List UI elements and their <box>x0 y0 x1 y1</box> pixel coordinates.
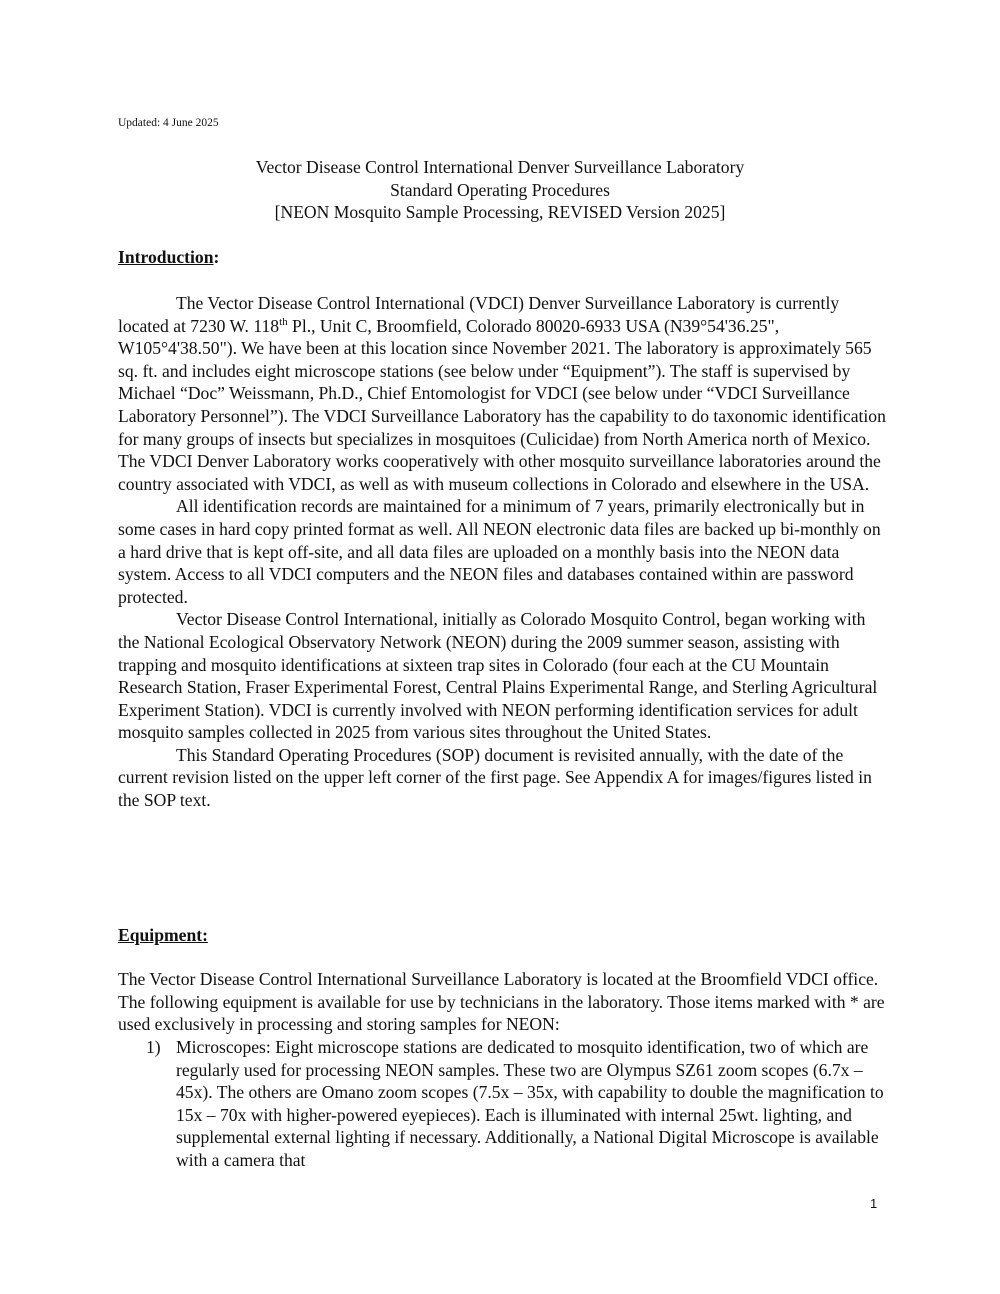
intro-p1-text-b: Pl., Unit C, Broomfield, Colorado 80020-6933 USA (N39°54'36.25", W105°4'38.50"). We have been at this location since November 2021. The laboratory is approximately 565 sq. ft. and includes eight microscope stations (see below under “Equipment”). The staff is supervised by Michael “Doc” Weissmann, Ph.D., Chief Entomologist for VDCI (see below under “VDCI Surveillance Laboratory Personnel”). The VDCI Surveillance Laboratory has the capability to do taxonomic identification for many groups of insects but specializes in mosquitoes (Culicidae) from North America north of Mexico. The VDCI Denver Laboratory works cooperatively with other mosquito surveillance laboratories around the country associated with VDCI, as well as with museum collections in Colorado and elsewhere in the USA. <box>118 315 886 494</box>
intro-paragraph-4: This Standard Operating Procedures (SOP) document is revisited annually, with the date of the current revision listed on the upper left corner of the first page. See Appendix A for images/figures listed in the SOP text. <box>118 744 872 811</box>
list-item-text: Microscopes: Eight microscope stations are dedicated to mosquito identification, two of which are regularly used for processing NEON samples. These two are Olympus SZ61 zoom scopes (6.7x – 45x). The others are Omano zoom scopes (7.5x – 35x, with capability to double the magnification to 15x – 70x with higher-powered eyepieces). Each is illuminated with internal 25wt. lighting, and supplemental external lighting if necessary. Additionally, a National Digital Microscope is available with a camera that <box>176 1037 884 1170</box>
equipment-heading <box>118 924 208 947</box>
introduction-heading-colon: : <box>213 247 220 267</box>
title-line-2: Standard Operating Procedures <box>390 179 610 200</box>
intro-paragraph-1 <box>118 292 888 495</box>
title-line-3: [NEON Mosquito Sample Processing, REVISED Version 2025] <box>274 202 726 223</box>
title-line-1: Vector Disease Control International Denver Surveillance Laboratory <box>255 157 745 177</box>
intro-paragraph-2: All identification records are maintained for a minimum of 7 years, primarily electronically but in some cases in hard copy printed format as well. All NEON electronic data files are backed up bi-monthly on a hard drive that is kept off-site, and all data files are uploaded on a monthly basis into the NEON data system. Access to all VDCI computers and the NEON files and databases contained within are password protected. <box>118 496 881 607</box>
list-item-number: 1) <box>146 1037 161 1057</box>
introduction-body <box>118 292 888 812</box>
updated-date: Updated: 4 June 2025 <box>118 117 219 129</box>
introduction-heading-text: Introduction <box>118 247 214 267</box>
introduction-heading <box>118 246 219 269</box>
intro-p1-superscript: th <box>279 315 288 328</box>
equipment-intro <box>118 968 888 1036</box>
document-title <box>0 156 1000 224</box>
equipment-heading-text: Equipment: <box>118 925 208 945</box>
equipment-list-item <box>118 1036 888 1172</box>
equipment-intro-paragraph: The Vector Disease Control International Surveillance Laboratory is located at the Broomfield VDCI office. The following equipment is available for use by technicians in the laboratory. Those items marked with * are used exclusively in processing and storing samples for NEON: <box>118 969 885 1035</box>
page-number: 1 <box>870 1196 878 1211</box>
intro-p1-text-a: The Vector Disease Control International (VDCI) Denver Surveillance Laboratory is currently located at 7230 W. 118 <box>118 293 840 336</box>
intro-paragraph-3: Vector Disease Control International, initially as Colorado Mosquito Control, began working with the National Ecological Observatory Network (NEON) during the 2009 summer season, assisting with trapping and mosquito identifications at sixteen trap sites in Colorado (four each at the CU Mountain Research Station, Fraser Experimental Forest, Central Plains Experimental Range, and Sterling Agricultural Experiment Station). VDCI is currently involved with NEON performing identification services for adult mosquito samples collected in 2025 from various sites throughout the United States. <box>118 609 878 743</box>
equipment-list <box>118 1036 888 1172</box>
